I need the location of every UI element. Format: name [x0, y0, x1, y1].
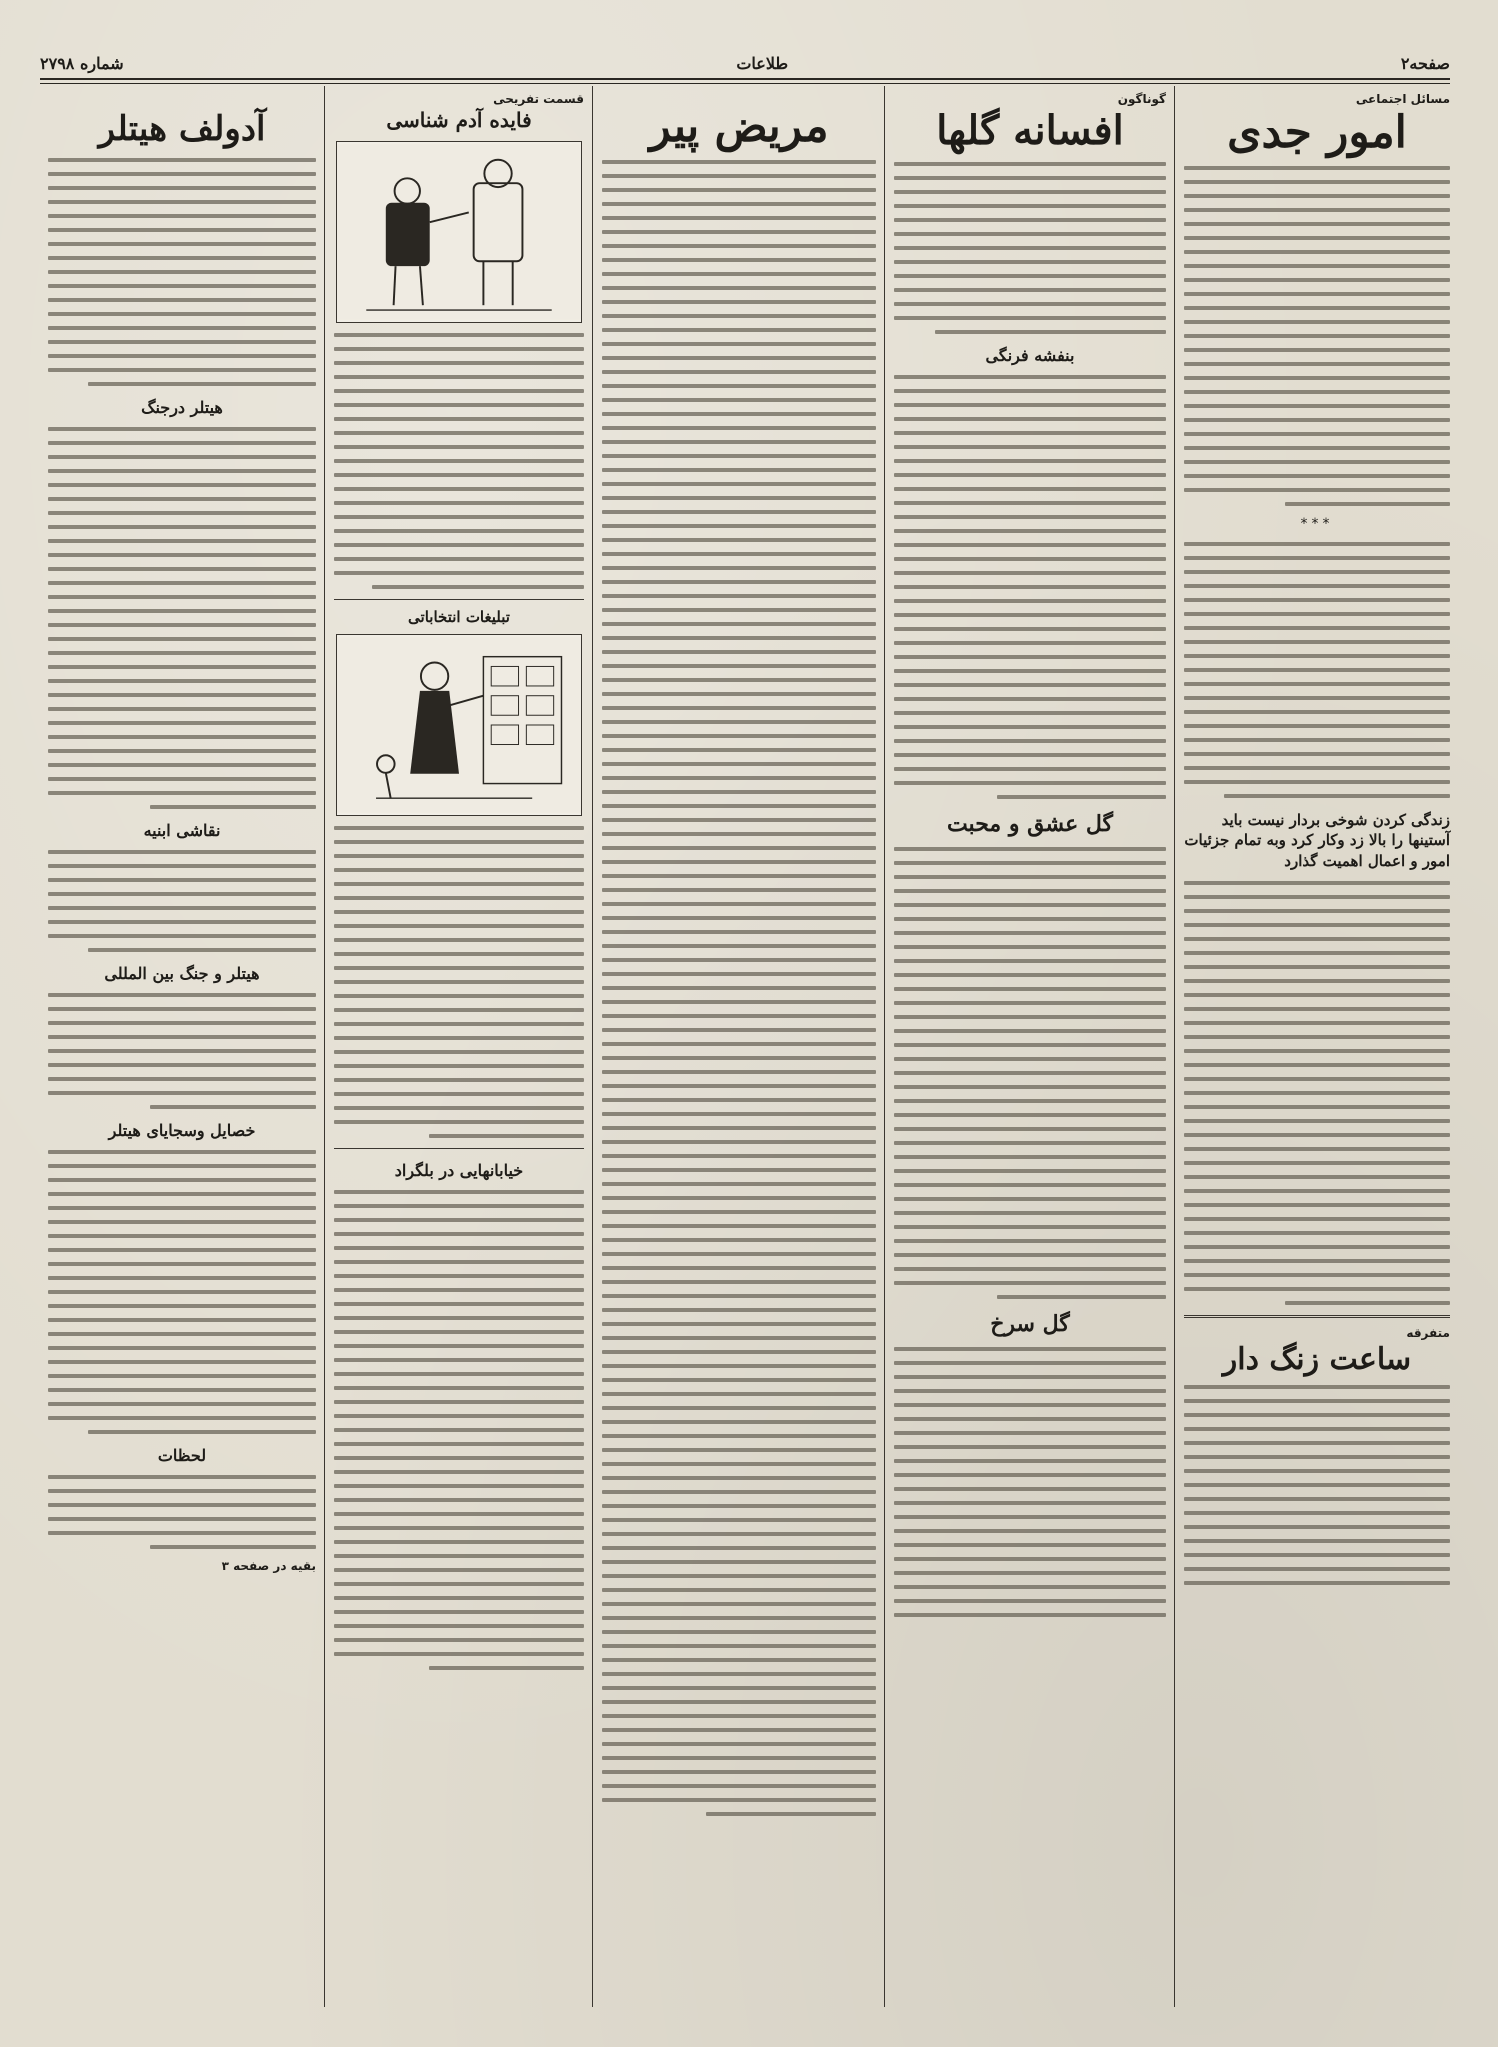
article-headline: آدولف هیتلر	[98, 109, 266, 149]
bold-subheadline: زندگی کردن شوخی بردار نیست باید آستینها را بالا زد وکار کرد وبه تمام جزئیات امور و اعمال اهمیت گذارد	[1184, 811, 1450, 870]
issue-label: شماره ۲۷۹۸	[40, 53, 124, 73]
article-body	[48, 158, 316, 386]
section-subheadline: لحظات	[157, 1445, 207, 1465]
article-body	[602, 160, 876, 1816]
article-headline: افسانه گلها	[936, 107, 1124, 154]
article-body-continued	[1184, 881, 1450, 1305]
section-tag: قسمت تفریحی	[493, 92, 584, 106]
cartoon-drawing	[337, 142, 581, 322]
article-body-continued	[894, 1347, 1166, 1617]
section-divider	[334, 1148, 584, 1149]
column-hitler	[40, 86, 324, 2007]
column-rule	[592, 86, 593, 2007]
separator-dots: ***	[1300, 516, 1334, 533]
article-body	[894, 162, 1166, 334]
section-divider	[334, 599, 584, 600]
column-rule	[324, 86, 325, 2007]
cartoon-illustration	[336, 141, 582, 323]
article-body-continued	[48, 850, 316, 952]
article-headline: فایده آدم شناسی	[386, 108, 532, 132]
article-body	[334, 826, 584, 1138]
continued-note: بقیه در صفحه ۳	[221, 1558, 316, 1573]
paper-name: طلاعات	[736, 53, 789, 73]
page-header	[40, 52, 1450, 74]
cartoon-caption: تبلیغات انتخاباتی	[408, 608, 510, 626]
article-body-continued	[48, 1150, 316, 1434]
article-body-continued	[894, 847, 1166, 1299]
column-entertainment	[326, 86, 592, 2007]
cartoon-drawing	[337, 635, 581, 815]
article-body	[1184, 166, 1450, 506]
article-body-continued	[48, 427, 316, 809]
section-subheadline: نقاشی ابنیه	[143, 820, 221, 840]
article-body	[334, 333, 584, 589]
section-subheadline: خصایل وسجایای هیتلر	[108, 1120, 256, 1140]
cartoon-illustration	[336, 634, 582, 816]
article-body-continued	[334, 1190, 584, 1670]
article-body	[1184, 1385, 1450, 1585]
article-body-continued	[48, 993, 316, 1109]
column-social-issues	[1176, 86, 1458, 2007]
article-body-continued	[894, 375, 1166, 799]
column-old-patient	[594, 86, 884, 2007]
article-headline: امور جدی	[1227, 107, 1407, 158]
column-rule	[884, 86, 885, 2007]
article-headline: ساعت زنگ دار	[1222, 1341, 1412, 1377]
section-tag: متفرقه	[1406, 1325, 1450, 1340]
article-body-continued	[48, 1475, 316, 1549]
section-subheadline: گل عشق و محبت	[946, 811, 1114, 837]
section-subheadline: هیتلر و جنگ بین المللی	[104, 963, 260, 983]
section-tag: مسائل اجتماعی	[1355, 92, 1450, 106]
column-rule	[1174, 86, 1175, 2007]
section-tag: گوناگون	[1117, 92, 1166, 106]
section-subheadline: خیابانهایی در بلگراد	[394, 1161, 524, 1180]
column-flowers-legend	[886, 86, 1174, 2007]
section-subheadline: هیتلر درجنگ	[141, 397, 223, 417]
section-subheadline: بنفشه فرنگی	[985, 346, 1075, 365]
header-rule-thin	[40, 83, 1450, 84]
article-body-continued	[1184, 542, 1450, 798]
section-subheadline: گل سرخ	[990, 1311, 1070, 1337]
page-label: صفحه۲	[1400, 53, 1450, 73]
article-headline: مریض پیر	[649, 101, 829, 152]
header-rule	[40, 78, 1450, 80]
section-divider	[1184, 1315, 1450, 1318]
